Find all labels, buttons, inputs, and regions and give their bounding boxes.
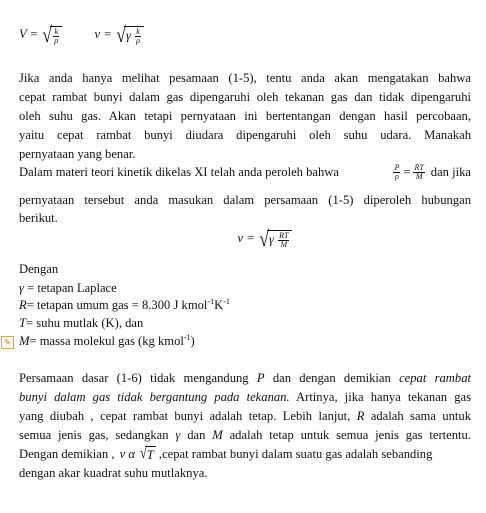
definition-r (19, 298, 471, 313)
para3-l5-a: Dengan demikian , (19, 446, 118, 461)
para1-line2: cepat rambat bunyi dalam gas dipengaruhi oleh tekanan gas dan tidak dipengaruhi (19, 90, 471, 104)
note-icon[interactable]: ✎ (1, 336, 14, 349)
para3-l4-gamma: γ (175, 428, 181, 442)
frac-p: P (394, 162, 400, 172)
m-text: = massa molekul gas (kg kmol (29, 334, 184, 348)
para3-line2 (19, 390, 471, 405)
para1-line4: yaitu cepat rambat bunyi diudara dipengaruhi oleh suhu udara. Manakah (19, 128, 471, 142)
para3-l4-c: adalah tetap untuk semua jenis gas tertentu. (222, 428, 471, 442)
definition-t (19, 316, 471, 331)
para1-line3: oleh suhu gas. Akan tetapi pernyataan ini bertentangan dengan hasil percobaan, (19, 109, 471, 123)
r-mid: K (214, 298, 224, 312)
r-sup1: -1 (207, 296, 215, 306)
para3-line6: dengan akar kuadrat suhu mutlaknya. (19, 466, 208, 480)
gamma-symbol: γ (19, 281, 24, 295)
para3-line3 (19, 409, 471, 424)
eq2-lhs: v = (94, 26, 112, 41)
para3-line5 (19, 444, 471, 464)
radical-icon: √ (139, 445, 147, 462)
mid-lhs: v = (237, 230, 255, 245)
definitions-heading: Dengan (19, 262, 59, 276)
r-symbol: R (19, 298, 27, 312)
para3-l5-v: v α (119, 446, 135, 461)
eq1-lhs: V = (19, 26, 39, 41)
para3-l4-m: M (212, 428, 223, 442)
para3-l1-italic: cepat rambat (399, 371, 471, 385)
para2-line3: berikut. (19, 211, 58, 225)
para3-l3: yang diubah , cepat rambat bunyi adalah tetap. Lebih lanjut, (19, 409, 357, 423)
frac-rt: RT (414, 162, 424, 172)
top-equations (19, 24, 471, 50)
para1-line5: pernyataan yang benar. (19, 147, 136, 161)
definition-gamma (19, 281, 471, 296)
r-text: = tetapan umum gas = 8.300 J kmol (26, 298, 208, 312)
m-sup: -1 (183, 332, 191, 342)
mid-num: RT (279, 230, 289, 240)
radical-icon: √ (259, 226, 269, 251)
t-text: = suhu mutlak (K), dan (26, 316, 144, 330)
m-close: ) (190, 334, 195, 348)
para3-l4-a: semua jenis gas, sedangkan (19, 428, 176, 442)
para2-eq: = (403, 164, 411, 179)
para3-l1-p: P (256, 371, 265, 385)
eq2-sqrt (115, 24, 144, 46)
para3-l1-b: dan dengan demikian (264, 371, 400, 385)
para3-sqrt (139, 446, 156, 463)
para3-l3-r: R (356, 409, 365, 423)
gamma-text: = tetapan Laplace (23, 281, 117, 295)
radical-icon: √ (116, 22, 126, 47)
para3-l2-b: Artinya, jika hanya tekanan gas (289, 390, 471, 404)
para3-l2-italic: bunyi dalam gas tidak bergantung pada tekanan. (19, 390, 290, 404)
radical-icon: √ (42, 22, 53, 47)
mid-den: M (280, 239, 288, 249)
para3-l5-b: ,cepat rambat bunyi dalam suatu gas adalah sebanding (155, 446, 433, 461)
definition-m (19, 334, 471, 349)
para3-line4 (19, 428, 471, 443)
para3-l3-b: adalah sama untuk (364, 409, 471, 423)
middle-equation (19, 228, 471, 258)
para1-line1: Jika anda hanya melihat pesamaan (1-5), tentu anda akan mengatakan bahwa (19, 71, 471, 85)
eq2-den: ρ (136, 35, 140, 45)
t-symbol: T (19, 316, 27, 330)
frac-m: M (415, 171, 423, 181)
para3-l5-t: T (146, 447, 154, 462)
eq1-sqrt (41, 24, 62, 46)
frac-rho: ρ (394, 171, 399, 181)
mid-gamma: γ (269, 231, 274, 246)
para2-line2: pernyataan tersebut anda masukan dalam persamaan (1-5) diperoleh hubungan (19, 193, 471, 207)
eq1-den: ρ (54, 35, 59, 45)
mid-sqrt (258, 228, 293, 250)
eq1-num: k (54, 26, 59, 36)
para2-line1 (19, 160, 471, 184)
para3-l4-b: dan (180, 428, 213, 442)
m-symbol: M (19, 334, 30, 348)
para3-line1 (19, 371, 471, 386)
para2-tail: dan jika (430, 164, 471, 179)
para3-l1-a: Persamaan dasar (1-6) tidak mengandung (19, 371, 257, 385)
eq2-num: k (136, 26, 140, 36)
para2-line1-text: Dalam materi teori kinetik dikelas XI telah anda peroleh bahwa (19, 164, 339, 179)
r-sup2: -1 (223, 296, 230, 306)
eq2-gamma: γ (126, 27, 131, 42)
